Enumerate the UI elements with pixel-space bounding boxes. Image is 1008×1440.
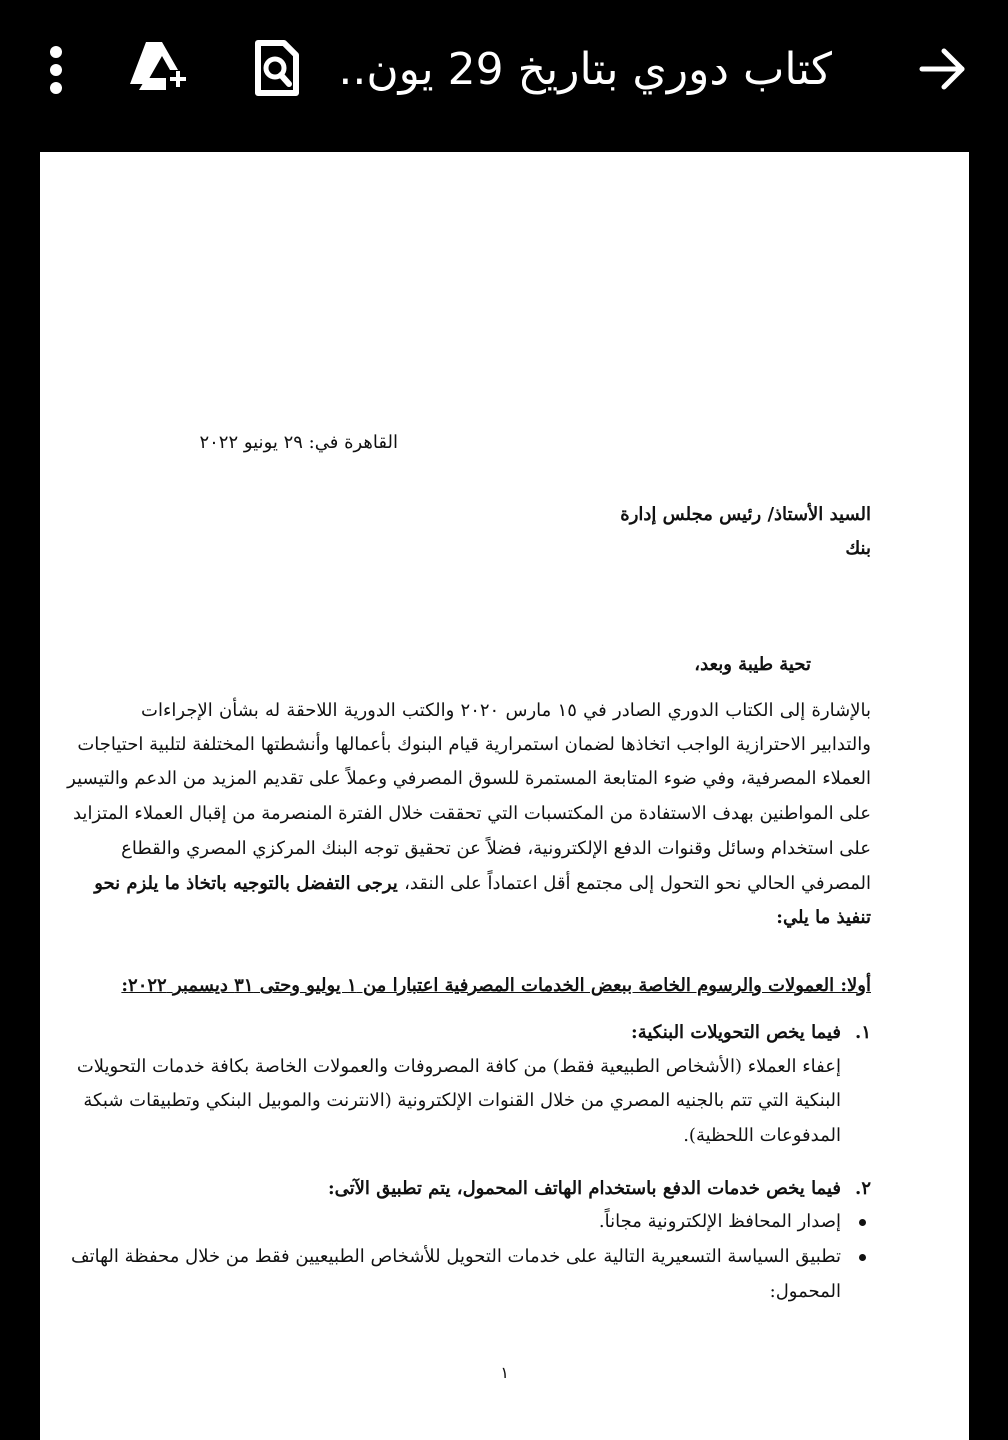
find-in-page-icon[interactable] [250, 40, 304, 96]
recipient-bank: بنك [845, 538, 871, 559]
item-1-number: ١. [855, 1022, 871, 1043]
body-line: على المواطنين بهدف الاستفادة من المكتسبات التي تحققت خلال الفترة المنصرمة من إقبال العملاء المتزايد [72, 803, 871, 824]
recipient-title: السيد الأستاذ/ رئيس مجلس إدارة [620, 504, 871, 525]
item-1-text: المدفوعات اللحظية). [683, 1125, 841, 1146]
body-line: والتدابير الاحترازية الواجب اتخاذها لضمان استمرارية قيام البنوك بأعمالها وأنشطتها المختلفة لتلبية احتياجات [77, 734, 871, 755]
item-2-heading: فيما يخص خدمات الدفع باستخدام الهاتف المحمول، يتم تطبيق الآتى: [328, 1178, 841, 1199]
date-line: القاهرة في: ٢٩ يونيو ٢٠٢٢ [199, 432, 398, 453]
item-1-text: إعفاء العملاء (الأشخاص الطبيعية فقط) من كافة المصروفات والعمولات الخاصة بكافة خدمات التحويلات [76, 1056, 841, 1077]
page-number: ١ [500, 1363, 509, 1382]
item-2-number: ٢. [855, 1178, 871, 1199]
body-line: العملاء المصرفية، وفي ضوء المتابعة المستمرة للسوق المصرفي وعملاً على تقديم المزيد من الدعم والتيسير [67, 768, 871, 789]
body-line-bold: تنفيذ ما يلي: [776, 907, 871, 928]
more-vert-icon[interactable] [38, 46, 74, 94]
body-line-normal-part: المصرفي الحالي نحو التحول إلى مجتمع أقل اعتماداً على النقد، [404, 873, 871, 894]
body-line-mixed [94, 871, 871, 897]
body-line: بالإشارة إلى الكتاب الدوري الصادر في ١٥ مارس ٢٠٢٠ والكتب الدورية اللاحقة له بشأن الإجراءات [141, 700, 872, 721]
item-1-heading: فيما يخص التحويلات البنكية: [631, 1022, 841, 1043]
bullet-point [859, 1254, 866, 1261]
document-page [40, 152, 969, 1440]
bullet-text-continuation: المحمول: [769, 1281, 841, 1302]
back-arrow-icon[interactable] [918, 44, 968, 94]
bullet-point [859, 1219, 866, 1226]
body-line-bold-part: يرجى التفضل بالتوجيه باتخاذ ما يلزم نحو [94, 873, 405, 894]
section-heading: أولا: العمولات والرسوم الخاصة ببعض الخدمات المصرفية اعتبارا من ١ يوليو وحتى ٣١ ديسمبر ٢٠٢٢: [121, 975, 871, 996]
document-title: كتاب دوري بتاريخ 29 يون.. [338, 44, 832, 95]
bullet-text: إصدار المحافظ الإلكترونية مجاناً. [598, 1211, 841, 1232]
item-1-text: البنكية التي تتم بالجنيه المصري من خلال القنوات الإلكترونية (الانترنت والموبيل البنكي وتطبيقات شبكة [83, 1090, 841, 1111]
drive-add-icon[interactable] [126, 40, 188, 98]
body-line: على استخدام وسائل وقنوات الدفع الإلكترونية، فضلاً عن تحقيق توجه البنك المركزي المصري والقطاع [121, 838, 871, 859]
top-app-bar [0, 0, 1008, 140]
bullet-text: تطبيق السياسة التسعيرية التالية على خدمات التحويل للأشخاص الطبيعيين فقط من خلال محفظة الهاتف [70, 1246, 841, 1267]
greeting: تحية طيبة وبعد، [694, 654, 811, 675]
